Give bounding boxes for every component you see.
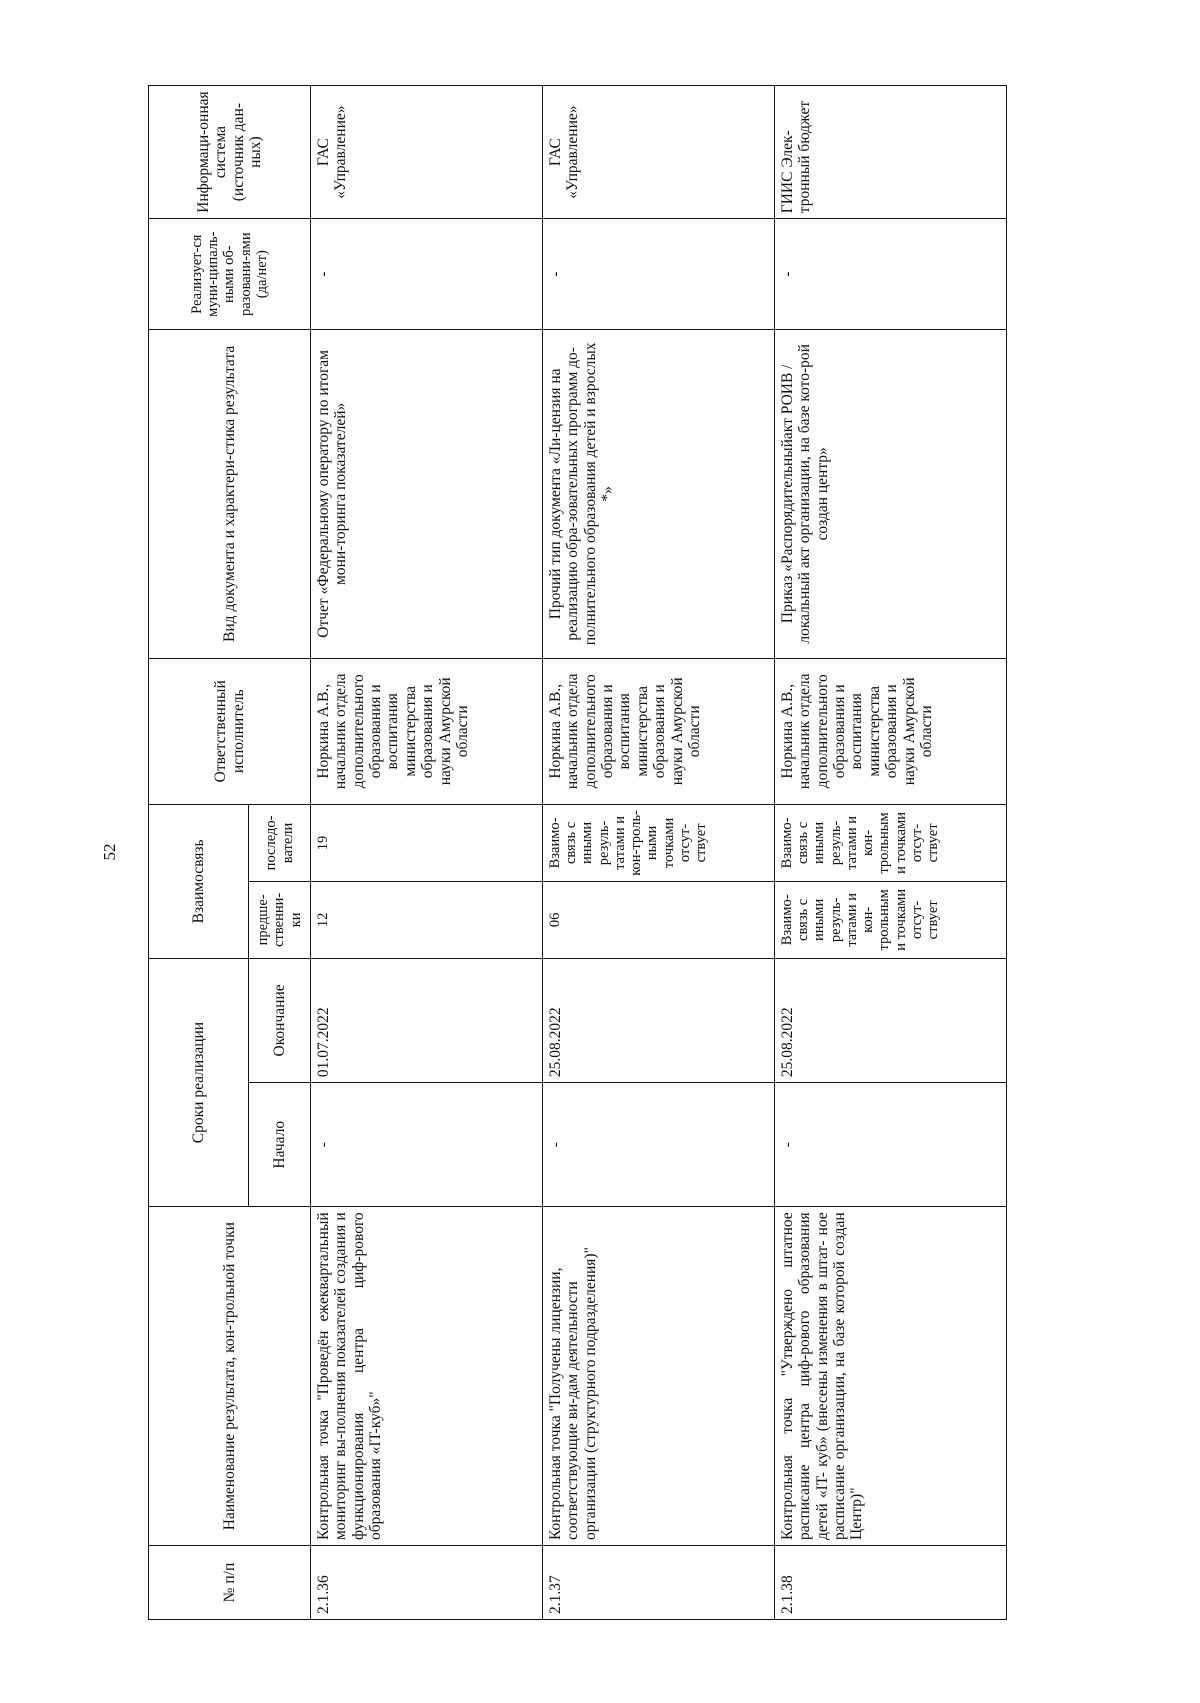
row-name: Контрольная точка "Проведён ежеквартальный мониторинг вы-полнения показателей создания и функционирования центра циф-рового образования «IT-куб»": [311, 1207, 543, 1546]
row-start: -: [543, 1083, 775, 1207]
row-name: Контрольная точка "Получены лицензии, соответствующие ви-дам деятельности организации (структурного подразделения)": [543, 1207, 775, 1546]
header-name: Наименование результата, кон-трольной точки: [149, 1207, 311, 1546]
row-num: 2.1.38: [775, 1546, 1007, 1620]
header-successors: последо-ватели: [249, 804, 311, 881]
table-row: [311, 86, 543, 1620]
row-doc-type: Приказ «Распорядительныйакт РОИВ / локальный акт организации, на базе кото-рой создан центр»: [775, 330, 1007, 658]
row-info-system: ГАС «Управление»: [543, 86, 775, 219]
row-doc-type: Прочий тип документа «Ли-цензия на реализацию обра-зовательных программ до-полнительного образования детей и взрослых *»: [543, 330, 775, 658]
row-name: Контрольная точка "Утверждено штатное расписание центра циф-рового образования детей «IT- куб» (внесены изменения в штат- ное расписание организации, на базе которой создан Центр)": [775, 1207, 1007, 1546]
rotated-table-container: [148, 85, 1068, 1620]
row-doc-type: Отчет «Федеральному оператору по итогам мони-торинга показателей»: [311, 330, 543, 658]
row-responsible: Норкина А.В., начальник отдела дополнительного образования и воспитания министерства образования и науки Амурской области: [775, 658, 1007, 804]
row-municipal: -: [311, 219, 543, 330]
header-terms: Сроки реализации: [149, 958, 249, 1207]
header-responsible: Ответственный исполнитель: [149, 658, 311, 804]
row-end: 01.07.2022: [311, 958, 543, 1082]
header-info-system: Информаци-онная система (источник дан-ных): [149, 86, 311, 219]
row-end: 25.08.2022: [775, 958, 1007, 1082]
row-successors: Взаимо-связь с иными резуль-татами и кон-троль-ными точками отсут-ствует: [543, 804, 775, 881]
row-end: 25.08.2022: [543, 958, 775, 1082]
row-info-system: ГИИС Элек-тронный бюджет: [775, 86, 1007, 219]
table-row: [543, 86, 775, 1620]
row-start: -: [311, 1083, 543, 1207]
header-num: № п/п: [149, 1546, 311, 1620]
row-info-system: ГАС «Управление»: [311, 86, 543, 219]
row-municipal: -: [543, 219, 775, 330]
row-start: -: [775, 1083, 1007, 1207]
row-predecessors: 06: [543, 881, 775, 958]
page-number: 52: [100, 843, 119, 861]
row-num: 2.1.37: [543, 1546, 775, 1620]
table-row: [775, 86, 1007, 1620]
row-num: 2.1.36: [311, 1546, 543, 1620]
row-responsible: Норкина А.В., начальник отдела дополнительного образования и воспитания министерства образования и науки Амурской области: [543, 658, 775, 804]
header-relation: Взаимосвязь: [149, 804, 249, 958]
results-table: [148, 85, 1007, 1620]
header-start: Начало: [249, 1083, 311, 1207]
row-responsible: Норкина А.В., начальник отдела дополнительного образования и воспитания министерства образования и науки Амурской области: [311, 658, 543, 804]
row-predecessors: 12: [311, 881, 543, 958]
header-municipal: Реализует-ся муни-ципаль-ными об-разовани-ями (да/нет): [149, 219, 311, 330]
row-predecessors: Взаимо-связь с иными резуль-татами и кон-трольными точками отсут-ствует: [775, 881, 1007, 958]
header-end: Окончание: [249, 958, 311, 1082]
row-successors: 19: [311, 804, 543, 881]
header-doc-type: Вид документа и характери-стика результата: [149, 330, 311, 658]
row-successors: Взаимо-связь с иными резуль-татами и кон-трольными точками отсут-ствует: [775, 804, 1007, 881]
header-predecessors: предше-ственни-ки: [249, 881, 311, 958]
row-municipal: -: [775, 219, 1007, 330]
